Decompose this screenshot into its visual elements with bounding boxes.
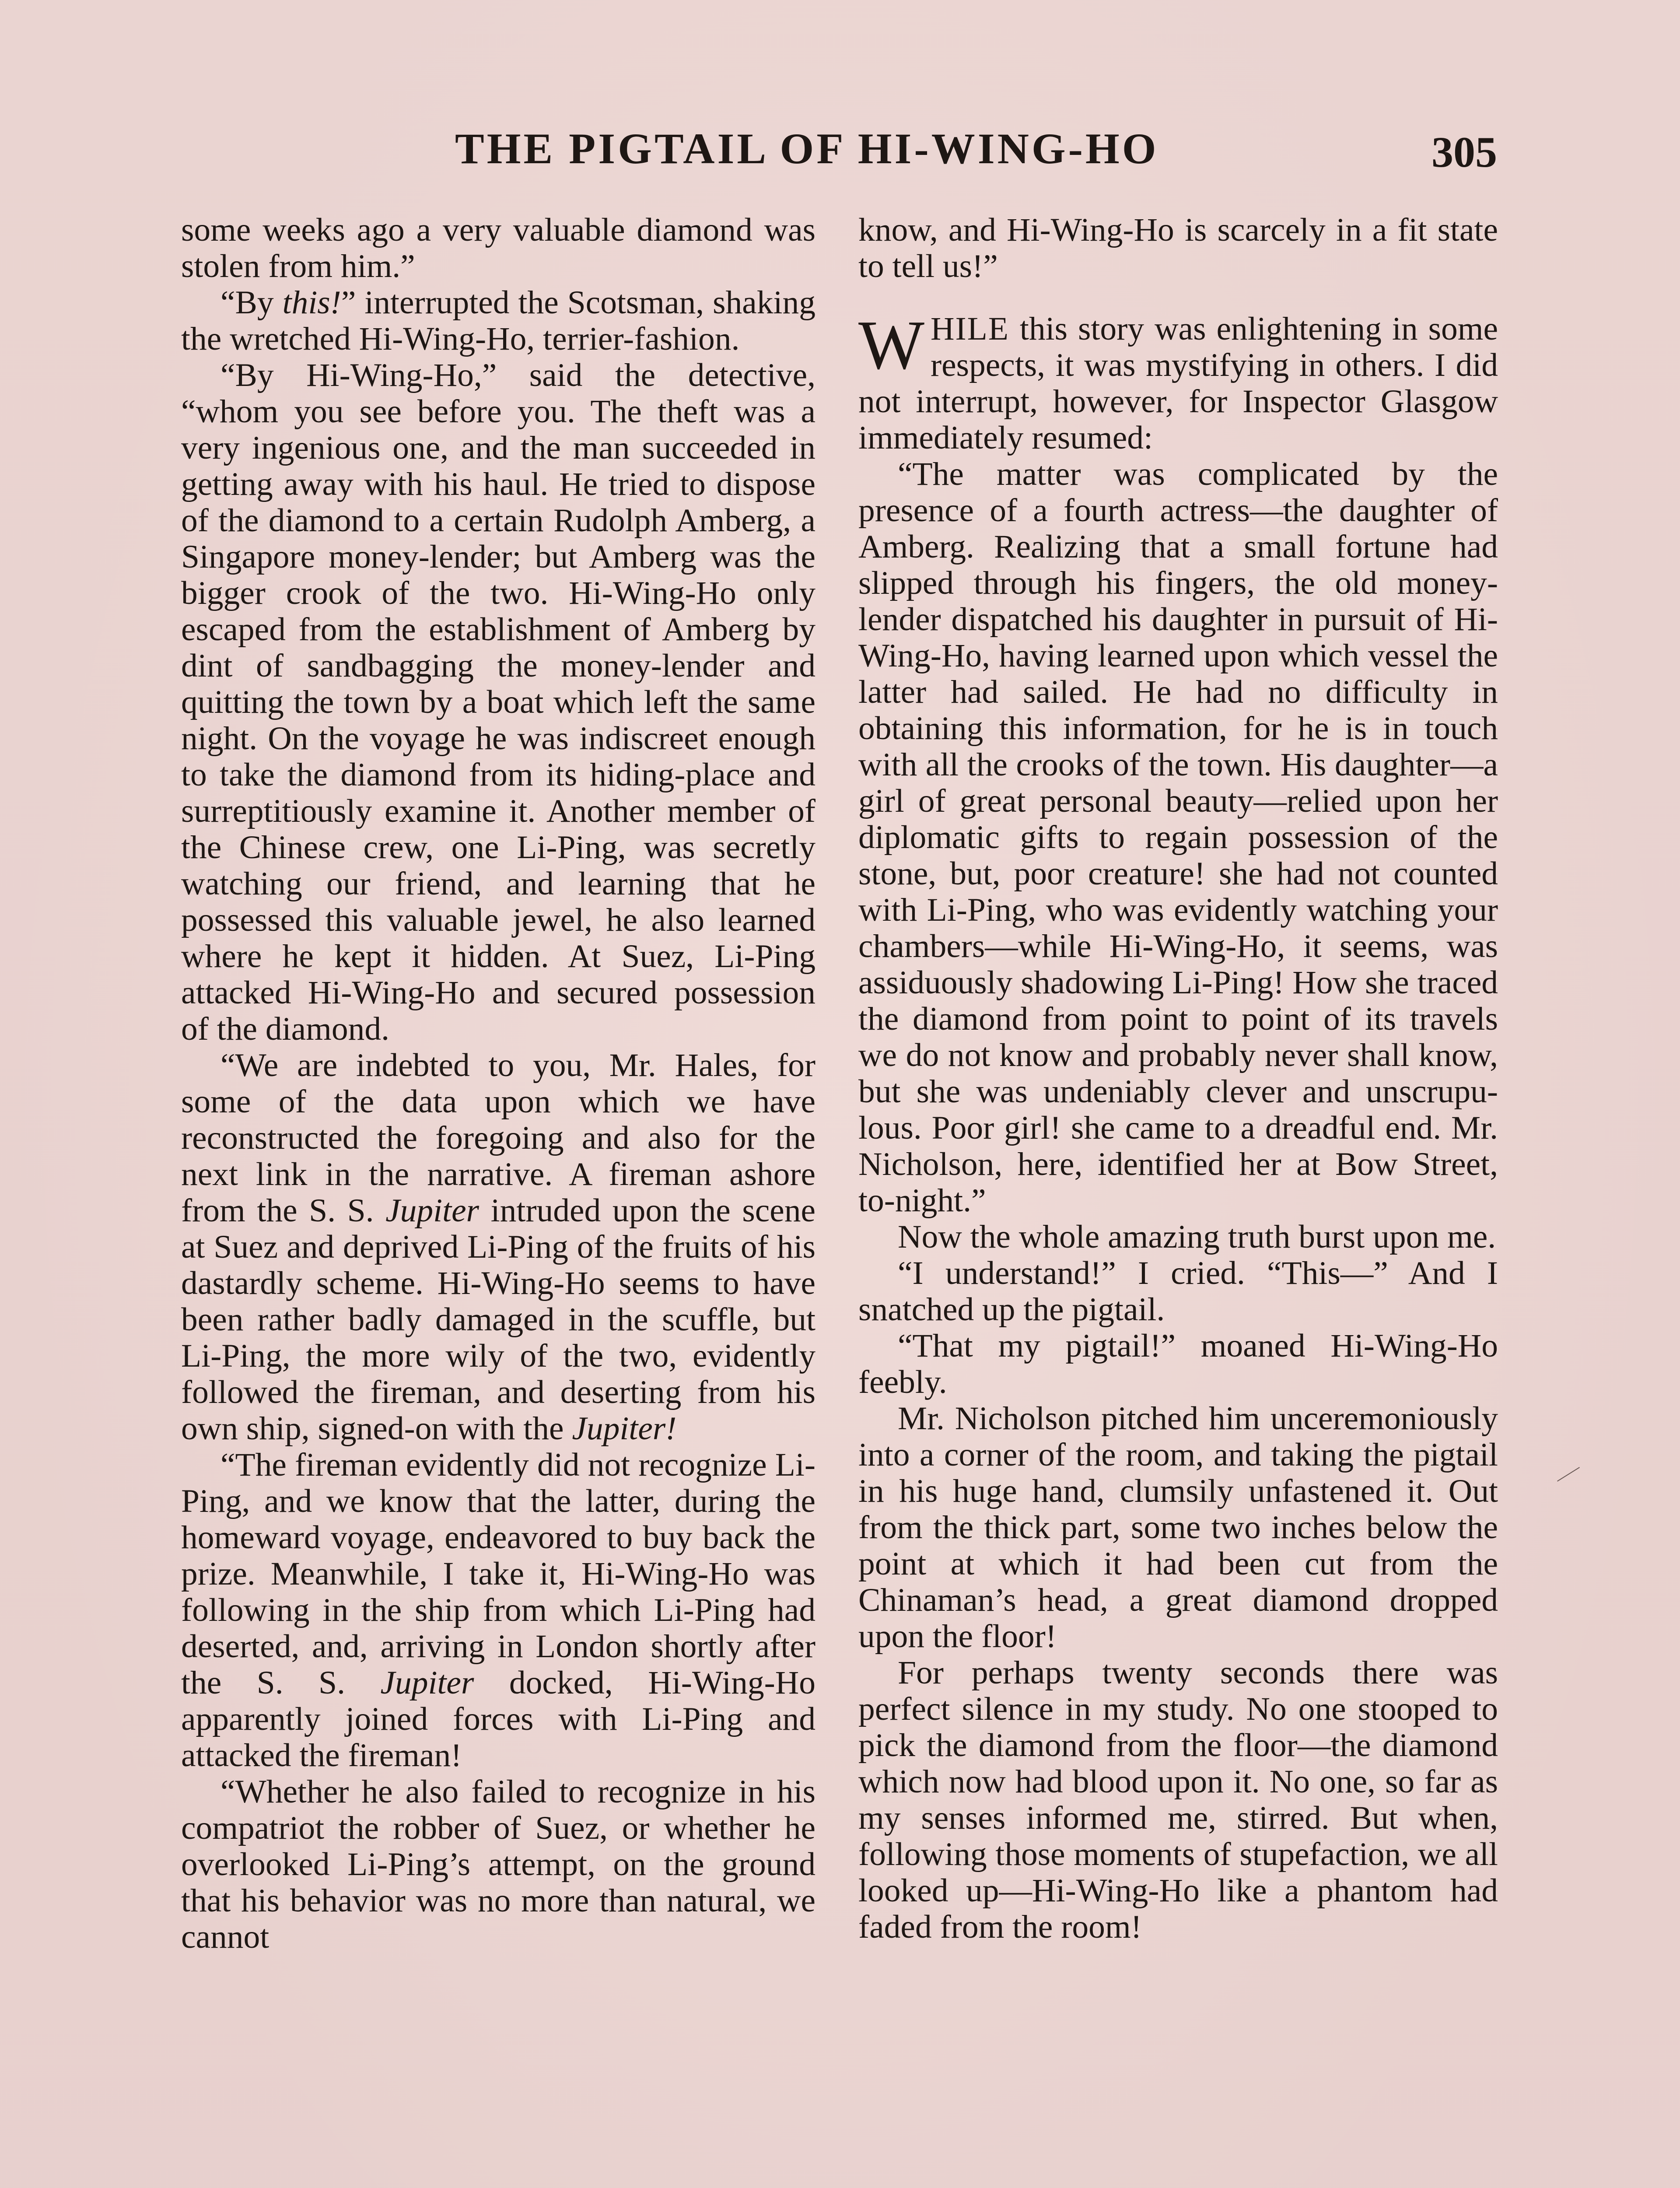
- paragraph: “Whether he also failed to recognize in his compatriot the robber of Suez, or whether he overlooked Li-Ping’s attempt, on the ground that his behavior was no more than natural, we cannot: [181, 1774, 816, 1955]
- ship-name: Jupiter: [380, 1665, 474, 1701]
- paragraph: “The matter was complicated by the presence of a fourth actress—the daughter of Amberg. Realizing that a small fortune had slipped through his fingers, the old money-lender dispatched his daughter in pursuit of Hi-Wing-Ho, having learned upon which vessel the latter had sailed. He had no difficulty in obtaining this information, for he is in touch with all the crooks of the town. His daughter—a girl of great personal beauty—relied upon her diplomatic gifts to regain possession of the stone, but, poor creature! she had not counted with Li-Ping, who was evidently watching your chambers—while Hi-Wing-Ho, it seems, was assiduously shadowing Li-Ping! How she traced the diamond from point to point of its travels we do not know and probably never shall know, but she was undeniably clever and unscrupulous. Poor girl! she came to a dreadful end. Mr. Nicholson, here, identified her at Bow Street, to-night.”: [858, 456, 1498, 1219]
- margin-pencil-mark: [1557, 1467, 1580, 1481]
- paragraph: WHILE this story was enlightening in some respects, it was mystifying in others. I did not interrupt, however, for Inspector Glasgow immediately resumed:: [858, 306, 1498, 456]
- paragraph: “By Hi-Wing-Ho,” said the detective, “whom you see before you. The theft was a very ingenious one, and the man succeeded in getting away with his haul. He tried to dispose of the diamond to a certain Rudolph Amberg, a Singapore money-lender; but Amberg was the bigger crook of the two. Hi-Wing-Ho only escaped from the establishment of Amberg by dint of sandbagging the money-lender and quitting the town by a boat which left the same night. On the voyage he was indiscreet enough to take the diamond from its hiding-place and surreptitiously examine it. Another member of the Chinese crew, one Li-Ping, was secretly watching our friend, and learning that he possessed this valuable jewel, he also learned where he kept it hidden. At Suez, Li-Ping attacked Hi-Wing-Ho and secured possession of the diamond.: [181, 357, 816, 1047]
- paragraph: For perhaps twenty seconds there was perfect silence in my study. No one stooped to pick the diamond from the floor—the diamond which now had blood upon it. No one, so far as my senses informed me, stirred. But when, following those moments of stupefaction, we all looked up—Hi-Wing-Ho like a phantom had faded from the room!: [858, 1655, 1498, 1945]
- ship-name: Jupiter!: [572, 1410, 677, 1447]
- left-text-column: [181, 212, 816, 1955]
- paragraph: “I understand!” I cried. “This—” And I snatched up the pigtail.: [858, 1255, 1498, 1328]
- section-break: [858, 284, 1498, 311]
- right-text-column: [858, 212, 1498, 1945]
- drop-cap: W: [858, 306, 925, 384]
- paragraph: Now the whole amazing truth burst upon me.: [898, 1219, 1496, 1255]
- paragraph: “We are indebted to you, Mr. Hales, for some of the data upon which we have reconstructed the foregoing and also for the next link in the narrative. A fireman ashore from the S. S. Jupiter intruded upon the scene at Suez and deprived Li-Ping of the fruits of his dastardly scheme. Hi-Wing-Ho seems to have been rather badly damaged in the scuffle, but Li-Ping, the more wily of the two, evidently followed the fireman, and deserting from his own ship, signed-on with the Jupiter!: [181, 1047, 816, 1447]
- paragraph: know, and Hi-Wing-Ho is scarcely in a fit state to tell us!”: [858, 212, 1498, 284]
- ship-name: Jupiter: [385, 1192, 480, 1229]
- emphasis: this!: [282, 284, 341, 321]
- running-title: THE PIGTAIL OF HI-WING-HO: [455, 124, 1159, 173]
- paragraph: “That my pigtail!” moaned Hi-Wing-Ho feebly.: [858, 1328, 1498, 1400]
- paragraph: Mr. Nicholson pitched him unceremoniously into a corner of the room, and taking the pigtail in his huge hand, clumsily unfastened it. Out from the thick part, some two inches below the point at which it had been cut from the Chinaman’s head, a great diamond dropped upon the floor!: [858, 1400, 1498, 1655]
- paragraph: some weeks ago a very valuable diamond was stolen from him.”: [181, 212, 816, 284]
- paragraph: “By this!” interrupted the Scotsman, shaking the wretched Hi-Wing-Ho, terrier-fashion.: [181, 284, 816, 357]
- paragraph: “The fireman evidently did not recognize Li-Ping, and we know that the latter, during the homeward voyage, endeavored to buy back the prize. Meanwhile, I take it, Hi-Wing-Ho was following in the ship from which Li-Ping had deserted, and, arriving in London shortly after the S. S. Jupiter docked, Hi-Wing-Ho apparently joined forces with Li-Ping and attacked the fireman!: [181, 1447, 816, 1774]
- page-number: 305: [1432, 128, 1497, 176]
